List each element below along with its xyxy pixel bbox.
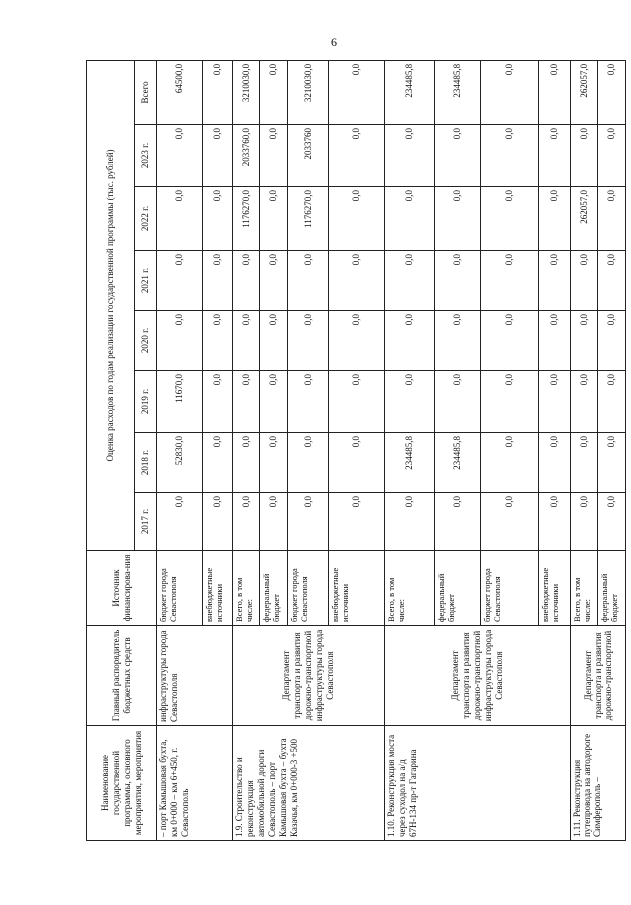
table-row [570,60,598,840]
value-cell: 0,0 [157,187,203,251]
value-cell: 0,0 [329,187,384,251]
source-cell: бюджет города Севастополя [481,551,538,626]
value-cell: 0,0 [288,311,329,371]
value-cell: 0,0 [481,433,538,493]
header-executor: Главный распорядитель бюджетных средств [87,626,157,726]
value-cell: 0,0 [288,251,329,311]
value-cell: 0,0 [481,371,538,433]
header-year: 2023 г. [135,125,157,187]
value-cell: 0,0 [329,371,384,433]
source-cell: внебюджетные источники [202,551,232,626]
executor-cell: инфраструктуры города Севастополя [157,626,233,726]
value-cell: 3210030,0 [232,60,260,124]
source-cell: бюджет города Севастополя [288,551,329,626]
value-cell: 0,0 [435,493,481,551]
header-year: 2021 г. [135,251,157,311]
value-cell: 0,0 [598,371,626,433]
value-cell: 0,0 [202,493,232,551]
value-cell: 0,0 [384,311,435,371]
header-year: 2022 г. [135,187,157,251]
source-cell: бюджет города Севастополя [157,551,203,626]
value-cell: 0,0 [384,371,435,433]
table-row [384,60,435,840]
value-cell: 0,0 [538,311,570,371]
value-cell: 234485,8 [435,433,481,493]
value-cell: 0,0 [435,311,481,371]
table-row [232,60,260,840]
value-cell: 0,0 [260,125,288,187]
table-row [157,60,203,840]
value-cell: 0,0 [288,493,329,551]
value-cell: 0,0 [157,251,203,311]
expenditure-table [86,60,626,841]
value-cell: 0,0 [538,371,570,433]
value-cell: 0,0 [260,311,288,371]
value-cell: 0,0 [202,251,232,311]
value-cell: 0,0 [570,311,598,371]
value-cell: 0,0 [329,311,384,371]
value-cell: 0,0 [570,433,598,493]
source-cell: внебюджетные источники [329,551,384,626]
value-cell: 0,0 [202,187,232,251]
value-cell: 0,0 [538,493,570,551]
executor-cell: Департамент транспорта и развития дорожно-транспортной инфраструктуры города Севастополя [232,626,384,726]
value-cell: 0,0 [598,187,626,251]
value-cell: 0,0 [598,125,626,187]
page-number: 6 [331,35,337,49]
value-cell: 0,0 [288,433,329,493]
value-cell: 0,0 [232,493,260,551]
header-year: 2020 г. [135,311,157,371]
value-cell: 0,0 [260,251,288,311]
value-cell: 0,0 [435,371,481,433]
header-name: Наименование государственной программы, основного мероприятия, мероприятия [87,726,157,841]
program-name-cell: 1.10. Реконструкция моста через суходол на а/д 67Н-134 пр-т Гагарина [384,726,570,841]
value-cell: 0,0 [481,493,538,551]
value-cell: 0,0 [157,125,203,187]
value-cell: 262057,0 [570,60,598,124]
value-cell: 0,0 [481,187,538,251]
value-cell: 3210030,0 [288,60,329,124]
value-cell: 0,0 [435,187,481,251]
source-cell: федеральный бюджет [435,551,481,626]
value-cell: 0,0 [384,125,435,187]
value-cell: 0,0 [329,60,384,124]
value-cell: 0,0 [232,371,260,433]
source-cell: Всего, в том числе: [384,551,435,626]
value-cell: 0,0 [202,371,232,433]
value-cell: 0,0 [260,187,288,251]
value-cell: 0,0 [481,311,538,371]
header-year: 2018 г. [135,433,157,493]
value-cell: 0,0 [329,493,384,551]
value-cell: 0,0 [598,433,626,493]
value-cell: 0,0 [260,433,288,493]
header-estimate: Оценка расходов по годам реализации государственной программы (тыс. рублей) [87,60,135,550]
program-name-cell: – порт Камышовая бухта, км 0+000 – км 6+450, г. Севастополь [157,726,233,841]
value-cell: 2033760,0 [232,125,260,187]
value-cell: 0,0 [288,371,329,433]
value-cell: 0,0 [260,371,288,433]
value-cell: 2033760 [288,125,329,187]
value-cell: 0,0 [232,251,260,311]
value-cell: 0,0 [481,125,538,187]
value-cell: 0,0 [435,125,481,187]
rotated-table-container [86,61,626,841]
value-cell: 0,0 [570,125,598,187]
value-cell: 1176270,0 [288,187,329,251]
value-cell: 64500,0 [157,60,203,124]
value-cell: 0,0 [481,251,538,311]
value-cell: 11670,0 [157,371,203,433]
value-cell: 0,0 [538,433,570,493]
header-year: 2017 г. [135,493,157,551]
value-cell: 0,0 [202,311,232,371]
value-cell: 0,0 [157,311,203,371]
value-cell: 234485,8 [384,60,435,124]
value-cell: 0,0 [384,493,435,551]
value-cell: 0,0 [202,125,232,187]
value-cell: 234485,8 [435,60,481,124]
program-name-cell: 1.11. Реконструкция путепровода на автодороге Симферополь – [570,726,625,841]
value-cell: 0,0 [598,60,626,124]
source-cell: Всего, в том числе: [232,551,260,626]
value-cell: 0,0 [232,433,260,493]
value-cell: 0,0 [598,251,626,311]
value-cell: 0,0 [202,433,232,493]
value-cell: 0,0 [329,125,384,187]
value-cell: 0,0 [538,125,570,187]
value-cell: 0,0 [260,493,288,551]
value-cell: 0,0 [598,493,626,551]
source-cell: внебюджетные источники [538,551,570,626]
value-cell: 0,0 [538,60,570,124]
value-cell: 0,0 [260,60,288,124]
program-name-cell: 1.9. Строительство и реконструкция автомобильной дороги Севастополь – порт Камышовая бухта – бухта Казачья, км 0+000-3 +500 [232,726,384,841]
value-cell: 262057,0 [570,187,598,251]
executor-cell: Департамент транспорта и развития дорожно-транспортной инфраструктуры города Севастополя [384,626,570,726]
value-cell: 234485,8 [384,433,435,493]
value-cell: 0,0 [202,60,232,124]
value-cell: 0,0 [384,187,435,251]
header-source: Источник финансирова-ния [87,551,157,626]
header-total: Всего [135,60,157,124]
header-year: 2019 г. [135,371,157,433]
value-cell: 0,0 [232,311,260,371]
value-cell: 0,0 [481,60,538,124]
value-cell: 0,0 [329,433,384,493]
executor-cell: Департамент транспорта и развития дорожно-транспортной [570,626,625,726]
source-cell: федеральный бюджет [598,551,626,626]
value-cell: 0,0 [570,493,598,551]
value-cell: 0,0 [157,493,203,551]
value-cell: 0,0 [538,251,570,311]
value-cell: 0,0 [570,251,598,311]
value-cell: 0,0 [435,251,481,311]
value-cell: 0,0 [384,251,435,311]
value-cell: 0,0 [329,251,384,311]
source-cell: федеральный бюджет [260,551,288,626]
value-cell: 0,0 [598,311,626,371]
source-cell: Всего, в том числе: [570,551,598,626]
value-cell: 0,0 [538,187,570,251]
value-cell: 52830,0 [157,433,203,493]
value-cell: 0,0 [570,371,598,433]
value-cell: 1176270,0 [232,187,260,251]
